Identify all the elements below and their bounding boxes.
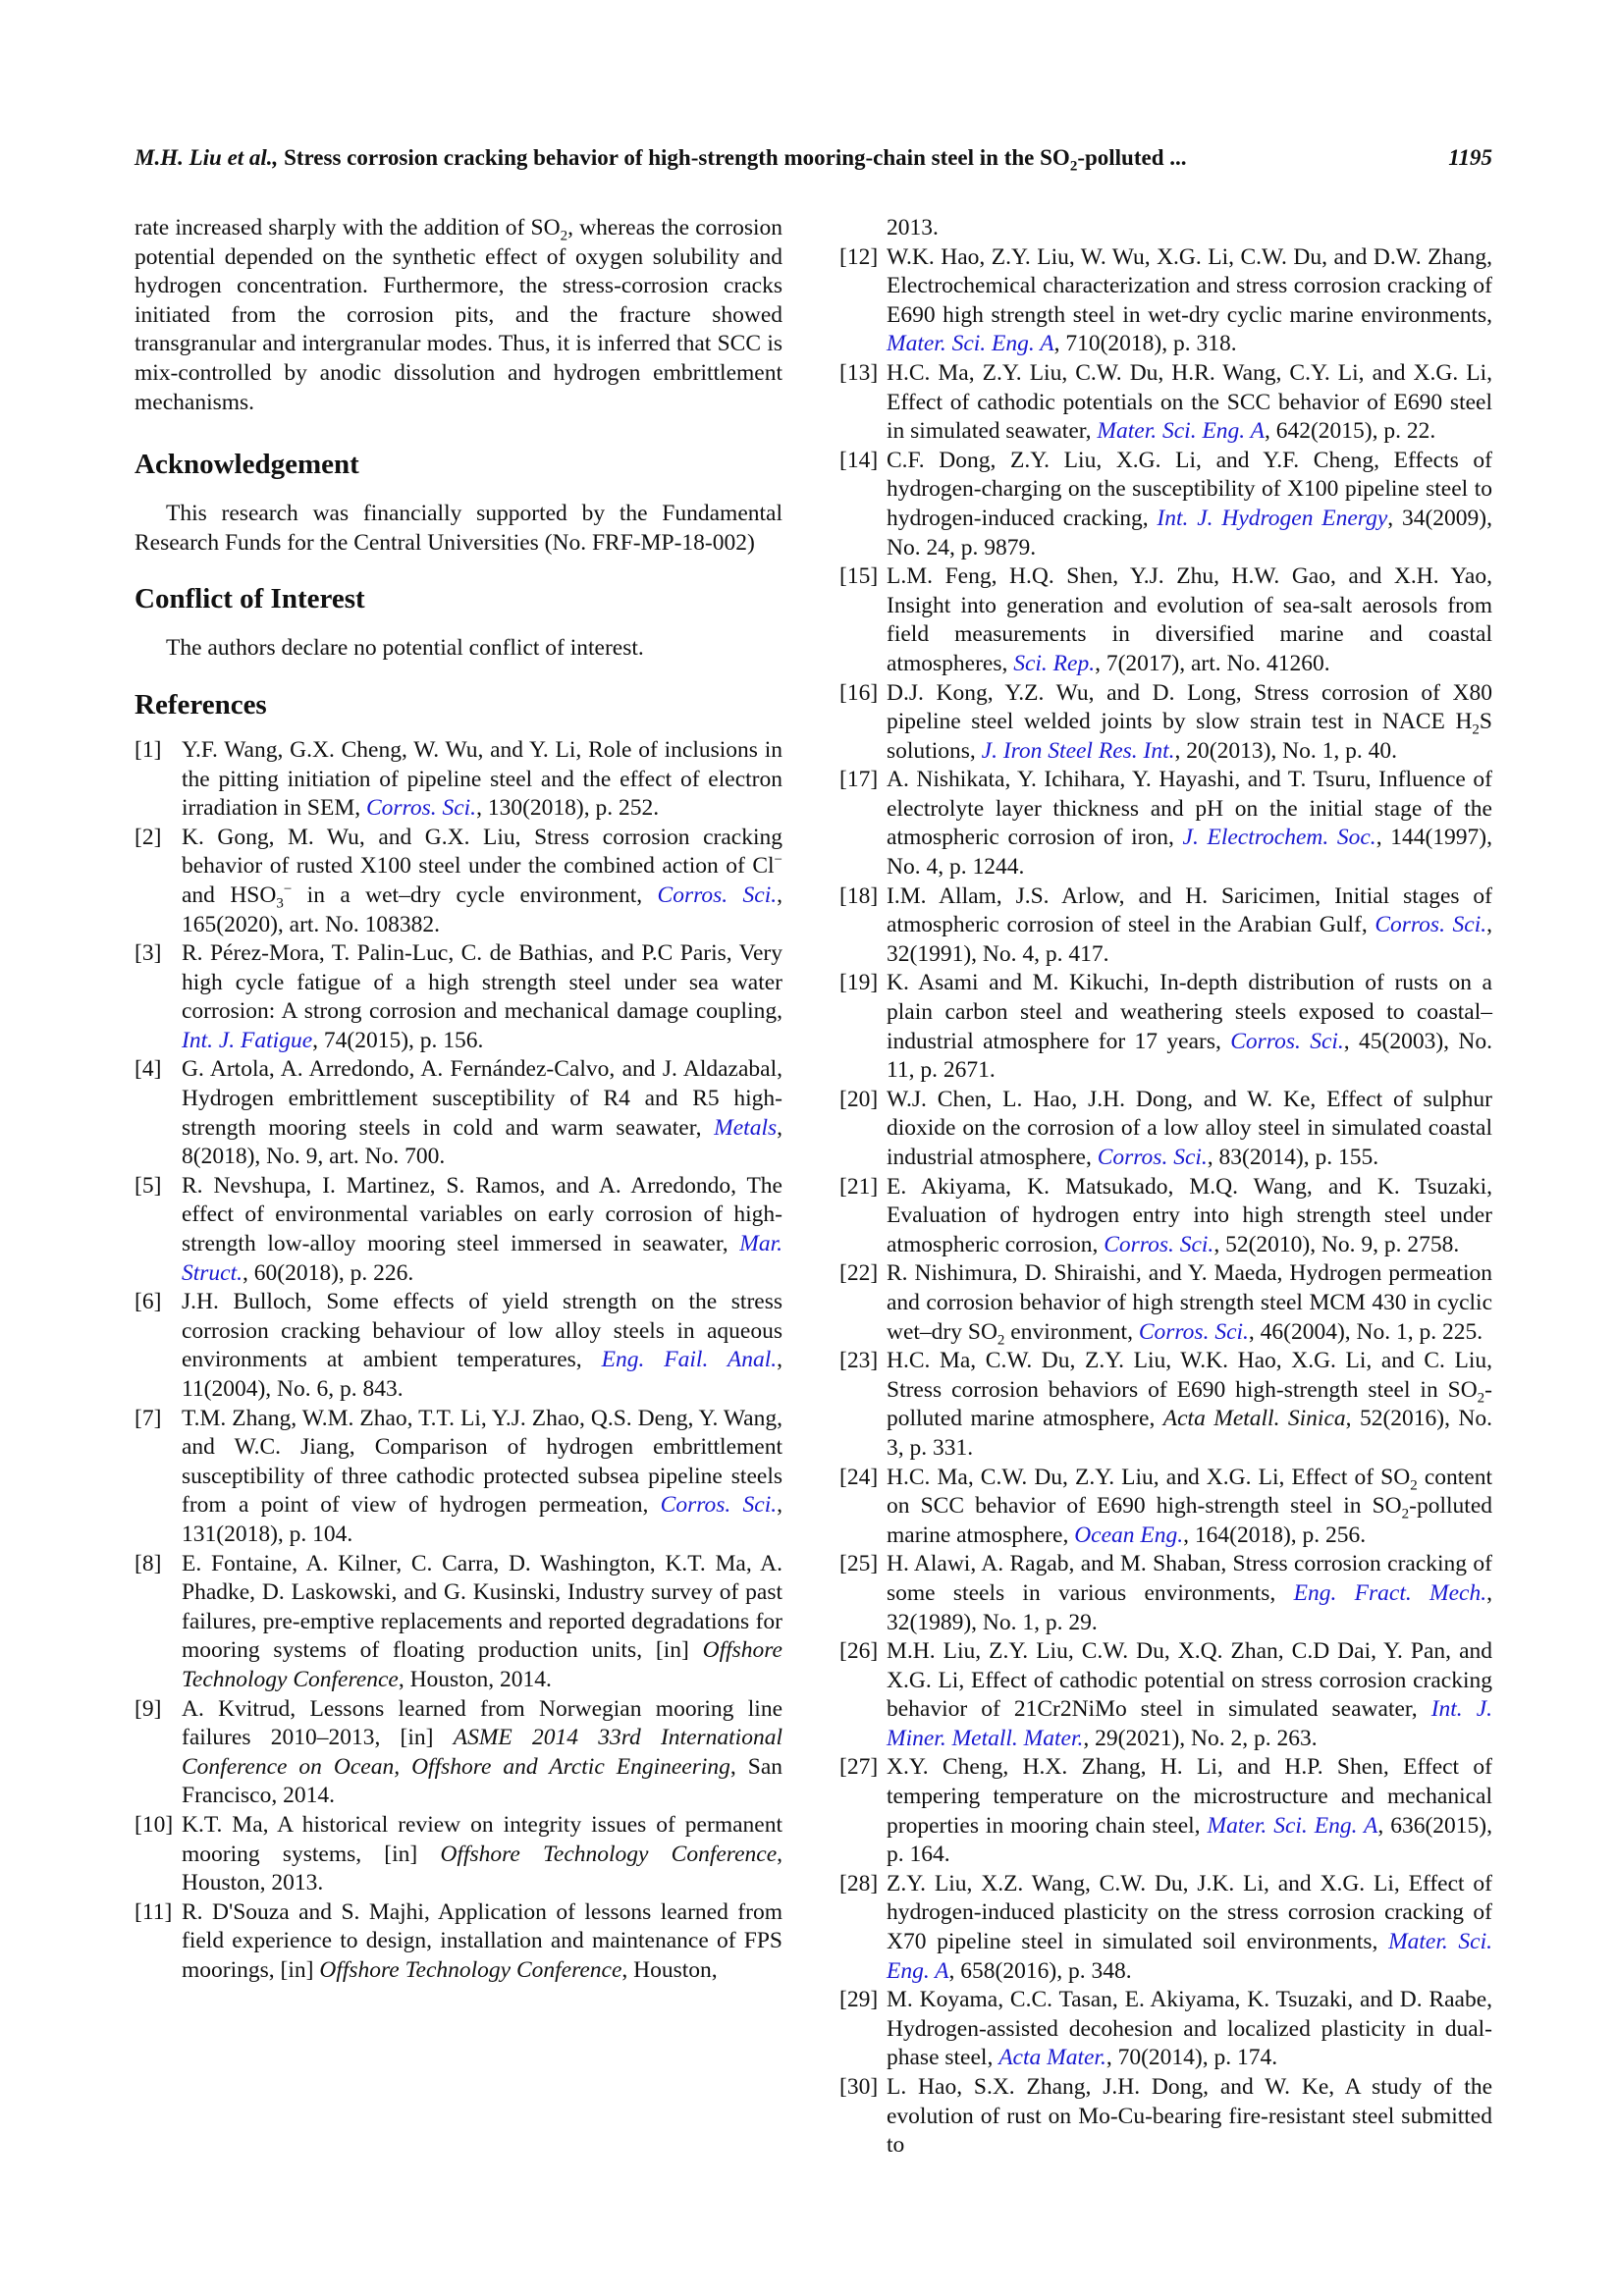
text-segment: content on SCC behavior of E690 high-strength steel in SO: [887, 1464, 1492, 1520]
text-segment: , 83(2014), p. 155.: [1207, 1145, 1379, 1170]
reference-item: [135, 824, 782, 939]
reference-item: [839, 1870, 1492, 1986]
reference-item: [839, 1753, 1492, 1869]
text-segment: 2: [1477, 1390, 1485, 1407]
reference-number: [23]: [839, 1348, 879, 1374]
text-segment: -polluted ...: [1077, 145, 1187, 170]
reference-number: [4]: [135, 1056, 162, 1083]
text-segment: , 70(2014), p. 174.: [1105, 2045, 1278, 2071]
reference-number: [11]: [135, 1898, 173, 1925]
reference-text: [182, 939, 782, 1055]
text-segment: , Houston,: [621, 1956, 718, 1983]
reference-number: [7]: [135, 1405, 162, 1431]
text-segment: S solutions,: [887, 709, 1492, 764]
reference-text: [887, 1753, 1492, 1869]
reference-text: [887, 1870, 1492, 1986]
text-segment: D.J. Kong, Y.Z. Wu, and D. Long, Stress corrosion of X80 pipeline steel welded joints by slow strain test in NACE H: [887, 679, 1492, 735]
journal-link[interactable]: J. Iron Steel Res. Int.: [981, 737, 1175, 764]
reference-text: [887, 1986, 1492, 2073]
text-segment: , 8(2018), No. 9, art. No. 700.: [182, 1114, 782, 1170]
journal-link[interactable]: Ocean Eng.: [1074, 1522, 1184, 1548]
reference-number: [30]: [839, 2074, 879, 2100]
reference-text: [182, 1898, 782, 1986]
journal-link[interactable]: Mater. Sci. Eng. A: [1097, 418, 1265, 445]
text-segment: , 60(2018), p. 226.: [243, 1259, 414, 1286]
reference-text: [182, 1055, 782, 1171]
text-segment: , 658(2016), p. 348.: [948, 1957, 1132, 1984]
reference-item: [839, 1550, 1492, 1637]
text-segment: environment,: [1004, 1318, 1139, 1345]
reference-number: [1]: [135, 736, 162, 763]
text-segment: G. Artola, A. Arredondo, A. Fernández-Calvo, and J. Aldazabal, Hydrogen embrittlement susceptibility of R4 and R5 high-strength mooring steels in cold and warm seawater,: [182, 1056, 782, 1141]
text-segment: J.H. Bulloch, Some effects of yield strength on the stress corrosion cracking behaviour of low alloy steels in aqueous environments at ambient temperatures,: [182, 1289, 782, 1373]
reference-item: [839, 1259, 1492, 1347]
reference-item: [135, 1172, 782, 1288]
reference-number: [2]: [135, 824, 162, 850]
reference-number: [14]: [839, 447, 879, 473]
reference-item: [135, 1695, 782, 1811]
reference-text: [887, 969, 1492, 1085]
journal-link[interactable]: Int. J. Hydrogen Energy: [1157, 505, 1388, 531]
text-segment: , Houston, 2013.: [182, 1841, 782, 1896]
italic-text: Acta Metall. Sinica: [1162, 1406, 1346, 1432]
reference-item: [135, 939, 782, 1055]
acknowledgement-heading: Acknowledgement: [135, 449, 359, 481]
journal-link[interactable]: Corros. Sci.: [365, 795, 477, 822]
reference-item: [839, 766, 1492, 881]
text-segment: , 636(2015), p. 164.: [887, 1812, 1492, 1868]
reference-item: [839, 447, 1492, 562]
text-segment: , 164(2018), p. 256.: [1183, 1522, 1367, 1548]
reference-text: [887, 882, 1492, 970]
journal-link[interactable]: Int. J. Miner. Metall. Mater.: [887, 1696, 1492, 1751]
reference-text: [182, 1405, 782, 1550]
reference-item: [135, 736, 782, 824]
journal-link[interactable]: Int. J. Fatigue: [182, 1027, 313, 1053]
text-segment: , 144(1997), No. 4, p. 1244.: [887, 825, 1492, 881]
reference-number: [16]: [839, 679, 879, 706]
reference-11-continuation: 2013.: [887, 215, 939, 240]
text-segment: 2: [1410, 1477, 1418, 1494]
italic-text: Offshore Technology Conference: [440, 1841, 778, 1867]
reference-text: [182, 1172, 782, 1288]
reference-item: [135, 1288, 782, 1404]
text-segment: −: [774, 852, 782, 869]
text-segment: X.Y. Cheng, H.X. Zhang, H. Li, and H.P. Shen, Effect of tempering temperature on the microstructure and mechanical properties in mooring chain steel,: [887, 1754, 1492, 1839]
reference-number: [5]: [135, 1172, 162, 1199]
reference-text: [887, 359, 1492, 447]
reference-number: [21]: [839, 1173, 879, 1200]
reference-number: [17]: [839, 767, 879, 793]
reference-text: [887, 1550, 1492, 1637]
text-segment: K. Gong, M. Wu, and G.X. Liu, Stress corrosion cracking behavior of rusted X100 steel under the combined action of Cl: [182, 824, 782, 880]
conclusion-paragraph: [135, 214, 782, 417]
reference-number: [8]: [135, 1550, 162, 1576]
text-segment: R. Nevshupa, I. Martinez, S. Ramos, and A. Arredondo, The effect of environmental variables on early corrosion of high-strength low-alloy mooring steel immersed in seawater,: [182, 1172, 782, 1257]
text-segment: A. Nishikata, Y. Ichihara, Y. Hayashi, and T. Tsuru, Influence of electrolyte layer thickness and pH on the initial stage of the atmospheric corrosion of iron,: [887, 767, 1492, 851]
reference-number: [25]: [839, 1551, 879, 1577]
reference-number: [18]: [839, 882, 879, 909]
text-segment: , 165(2020), art. No. 108382.: [182, 881, 782, 937]
conflict-heading: Conflict of Interest: [135, 583, 365, 615]
header-title: [278, 145, 1187, 175]
text-segment: H.C. Ma, Z.Y. Liu, C.W. Du, H.R. Wang, C.Y. Li, and X.G. Li, Effect of cathodic potentials on the SCC behavior of E690 steel in simulated seawater,: [887, 359, 1492, 445]
text-segment: L.M. Feng, H.Q. Shen, Y.J. Zhu, H.W. Gao, and X.H. Yao, Insight into generation and evolution of sea-salt aerosols from field measurements in diversified marine and coastal atmospheres,: [887, 563, 1492, 676]
reference-text: [887, 2073, 1492, 2161]
text-segment: , 11(2004), No. 6, p. 843.: [182, 1347, 782, 1402]
text-segment: W.K. Hao, Z.Y. Liu, W. Wu, X.G. Li, C.W. Du, and D.W. Zhang, Electrochemical characterization and stress corrosion cracking of E690 high strength steel in wet-dry cyclic marine environments,: [887, 243, 1492, 328]
journal-link[interactable]: Mater. Sci. Eng. A: [887, 1929, 1492, 1984]
text-segment: 2: [1472, 721, 1480, 738]
left-column: [135, 214, 782, 1985]
reference-number: [26]: [839, 1638, 879, 1665]
reference-text: [887, 1347, 1492, 1463]
reference-text: [182, 1695, 782, 1811]
journal-link[interactable]: Metals: [714, 1114, 778, 1141]
reference-item: [839, 1464, 1492, 1551]
reference-text: [887, 1259, 1492, 1347]
reference-number: [22]: [839, 1260, 879, 1287]
text-segment: W.J. Chen, L. Hao, J.H. Dong, and W. Ke, Effect of sulphur dioxide on the corrosion of a low alloy steel in simulated coastal industrial atmosphere,: [887, 1086, 1492, 1170]
acknowledgement-text: This research was financially supported by the Fundamental Research Funds for the Central Universities (No. FRF-MP-18-002): [135, 501, 782, 556]
reference-item: [839, 1637, 1492, 1753]
text-segment: , 710(2018), p. 318.: [1053, 331, 1237, 357]
text-segment: , 642(2015), p. 22.: [1264, 418, 1436, 445]
reference-item: [839, 1347, 1492, 1463]
journal-link[interactable]: Corros. Sci.: [657, 881, 778, 908]
text-segment: , 52(2010), No. 9, p. 2758.: [1213, 1231, 1460, 1257]
reference-text: [887, 562, 1492, 678]
text-segment: , 74(2015), p. 156.: [312, 1027, 484, 1053]
journal-link[interactable]: Corros. Sci.: [1138, 1318, 1249, 1345]
italic-text: Offshore Technology Conference: [182, 1637, 782, 1692]
journal-link[interactable]: Sci. Rep.: [1013, 650, 1096, 676]
reference-item: [135, 1550, 782, 1695]
text-segment: in a wet–dry cycle environment,: [292, 881, 658, 908]
text-segment: , 52(2016), No. 3, p. 331.: [887, 1406, 1492, 1461]
journal-link[interactable]: Mater. Sci. Eng. A: [1207, 1812, 1378, 1839]
reference-text: [887, 679, 1492, 767]
text-segment: , 34(2009), No. 24, p. 9879.: [887, 505, 1492, 561]
reference-list-left: [135, 736, 782, 1986]
text-segment: C.F. Dong, Z.Y. Liu, X.G. Li, and Y.F. Cheng, Effects of hydrogen-charging on the susceptibility of X100 pipeline steel to hydrogen-induced cracking,: [887, 447, 1492, 531]
journal-link[interactable]: Eng. Fract. Mech.: [1293, 1579, 1487, 1606]
reference-number: [15]: [839, 563, 879, 590]
reference-number: [10]: [135, 1811, 174, 1838]
right-column: [839, 214, 1492, 2161]
text-segment: and HSO: [182, 881, 277, 908]
reference-text: [887, 447, 1492, 562]
journal-link[interactable]: Acta Mater.: [998, 2045, 1106, 2071]
reference-item: [839, 1986, 1492, 2073]
text-segment: -polluted marine atmosphere,: [887, 1493, 1492, 1548]
reference-item: [839, 969, 1492, 1085]
reference-item: [839, 679, 1492, 767]
references-heading: References: [135, 688, 267, 721]
text-segment: , 29(2021), No. 2, p. 263.: [1083, 1725, 1318, 1751]
text-segment: , 131(2018), p. 104.: [182, 1492, 782, 1547]
journal-link[interactable]: Corros. Sci.: [1097, 1145, 1208, 1170]
reference-text: [182, 824, 782, 939]
journal-link[interactable]: Corros. Sci.: [1374, 912, 1487, 938]
text-segment: , 32(1991), No. 4, p. 417.: [887, 912, 1492, 967]
text-segment: I.M. Allam, J.S. Arlow, and H. Saricimen, Initial stages of atmospheric corrosion of steel in the Arabian Gulf,: [887, 882, 1492, 938]
text-segment: A. Kvitrud, Lessons learned from Norwegian mooring line failures 2010–2013, [in]: [182, 1695, 782, 1751]
reference-item: [839, 562, 1492, 678]
text-segment: , 32(1989), No. 1, p. 29.: [887, 1579, 1492, 1635]
reference-item: [135, 1405, 782, 1550]
reference-item: [839, 2073, 1492, 2161]
italic-text: ASME 2014 33rd International Conference on Ocean, Offshore and Arctic Engineering: [182, 1725, 782, 1780]
text-segment: Stress corrosion cracking behavior of high-strength mooring-chain steel in the SO: [278, 145, 1070, 170]
reference-number: [9]: [135, 1695, 162, 1722]
reference-number: [27]: [839, 1754, 879, 1781]
text-segment: , 46(2004), No. 1, p. 225.: [1248, 1318, 1483, 1345]
text-segment: 2: [1069, 158, 1078, 175]
text-segment: M. Koyama, C.C. Tasan, E. Akiyama, K. Tsuzaki, and D. Raabe, Hydrogen-assisted decohesion and localized plasticity in dual-phase steel,: [887, 1987, 1492, 2071]
reference-item: [839, 243, 1492, 359]
text-segment: , whereas the corrosion potential depended on the synthetic effect of oxygen solubility and hydrogen concentration. Furthermore, the stress-corrosion cracks initiated from the corrosion pits, and the fracture showed transgranular and intergranular modes. Thus, it is inferred that SCC is mix-controlled by anodic dissolution and hydrogen embrittlement mechanisms.: [135, 215, 782, 415]
running-header: [135, 145, 1492, 175]
text-segment: , 20(2013), No. 1, p. 40.: [1174, 737, 1397, 764]
reference-item: [839, 882, 1492, 970]
reference-text: [887, 243, 1492, 359]
journal-link[interactable]: Eng. Fail. Anal.: [601, 1347, 778, 1373]
text-segment: , San Francisco, 2014.: [182, 1753, 783, 1809]
journal-link[interactable]: Mater. Sci. Eng. A: [887, 331, 1054, 357]
reference-text: [887, 1464, 1492, 1551]
reference-number: [29]: [839, 1987, 879, 2013]
reference-list-right: [839, 243, 1492, 2161]
text-segment: H.C. Ma, C.W. Du, Z.Y. Liu, and X.G. Li, Effect of SO: [887, 1464, 1411, 1490]
text-segment: Z.Y. Liu, X.Z. Wang, C.W. Du, J.K. Li, and X.G. Li, Effect of hydrogen-induced plasticity on the stress corrosion cracking of X70 pipeline steel in simulated soil environments,: [887, 1870, 1492, 1955]
reference-item: [839, 1086, 1492, 1173]
reference-item: [135, 1811, 782, 1898]
journal-link[interactable]: Corros. Sci.: [660, 1492, 778, 1519]
reference-text: [887, 766, 1492, 881]
reference-number: [24]: [839, 1464, 879, 1490]
reference-number: [3]: [135, 940, 162, 967]
text-segment: E. Akiyama, K. Matsukado, M.Q. Wang, and K. Tsuzaki, Evaluation of hydrogen entry into high strength steel under atmospheric corrosion,: [887, 1173, 1492, 1257]
text-segment: H. Alawi, A. Ragab, and M. Shaban, Stress corrosion cracking of some steels in various environments,: [887, 1551, 1492, 1606]
text-segment: R. D'Souza and S. Majhi, Application of lessons learned from field experience to design, installation and maintenance of FPS moorings, [in]: [182, 1898, 782, 1983]
reference-text: [887, 1086, 1492, 1173]
journal-link[interactable]: Mar. Struct.: [182, 1231, 782, 1286]
text-segment: , Houston, 2014.: [398, 1666, 552, 1692]
reference-text: [182, 1550, 782, 1695]
text-segment: 2: [1401, 1506, 1410, 1522]
text-segment: , 130(2018), p. 252.: [476, 795, 660, 822]
text-segment: -polluted marine atmosphere,: [887, 1376, 1492, 1432]
reference-number: [19]: [839, 970, 879, 996]
text-segment: H.C. Ma, C.W. Du, Z.Y. Liu, W.K. Hao, X.G. Li, and C. Liu, Stress corrosion behaviors of E690 high-strength steel in SO: [887, 1348, 1492, 1403]
text-segment: E. Fontaine, A. Kilner, C. Carra, D. Washington, K.T. Ma, A. Phadke, D. Laskowski, and G. Kusinski, Industry survey of past failures, pre-emptive replacements and reported degradations for mooring systems of floating production units, [in]: [182, 1550, 782, 1664]
reference-text: [887, 1173, 1492, 1260]
text-segment: L. Hao, S.X. Zhang, J.H. Dong, and W. Ke, A study of the evolution of rust on Mo-Cu-bearing fire-resistant steel submitted to: [887, 2074, 1492, 2159]
text-segment: R. Pérez-Mora, T. Palin-Luc, C. de Bathias, and P.C Paris, Very high cycle fatigue of a high strength steel under sea water corrosion: A strong corrosion and mechanical damage coupling,: [182, 940, 782, 1025]
page-number: 1195: [1448, 145, 1492, 170]
text-segment: K. Asami and M. Kikuchi, In-depth distribution of rusts on a plain carbon steel and weathering steels exposed to coastal–industrial atmosphere for 17 years,: [887, 970, 1492, 1054]
text-segment: R. Nishimura, D. Shiraishi, and Y. Maeda, Hydrogen permeation and corrosion behavior of high strength steel MCM 430 in cyclic wet–dry SO: [887, 1260, 1492, 1345]
reference-text: [182, 1288, 782, 1404]
text-segment: rate increased sharply with the addition of SO: [135, 215, 561, 240]
reference-number: [12]: [839, 243, 879, 270]
text-segment: , 7(2017), art. No. 41260.: [1095, 650, 1330, 676]
journal-link[interactable]: Corros. Sci.: [1230, 1028, 1344, 1054]
text-segment: Y.F. Wang, G.X. Cheng, W. Wu, and Y. Li, Role of inclusions in the pitting initiation of pipeline steel and the effect of electron irradiation in SEM,: [182, 736, 782, 822]
text-segment: K.T. Ma, A historical review on integrity issues of permanent mooring systems, [in]: [182, 1811, 782, 1867]
reference-text: [887, 1637, 1492, 1753]
reference-number: [6]: [135, 1289, 162, 1315]
reference-text: [182, 736, 782, 824]
journal-link[interactable]: J. Electrochem. Soc.: [1182, 825, 1376, 851]
text-segment: , 45(2003), No. 11, p. 2671.: [887, 1028, 1493, 1084]
reference-number: [28]: [839, 1870, 879, 1896]
text-segment: −: [283, 881, 293, 898]
text-segment: 3: [276, 895, 284, 912]
text-segment: 2: [560, 228, 568, 244]
reference-item: [135, 1898, 782, 1986]
text-segment: T.M. Zhang, W.M. Zhao, T.T. Li, Y.J. Zhao, Q.S. Deng, Y. Wang, and W.C. Jiang, Comparison of hydrogen embrittlement susceptibility of three cathodic protected subsea pipeline steels from a point of view of hydrogen permeation,: [182, 1405, 782, 1519]
italic-text: Offshore Technology Conference: [319, 1956, 622, 1983]
journal-link[interactable]: Corros. Sci.: [1104, 1231, 1214, 1257]
reference-number: [20]: [839, 1086, 879, 1112]
text-segment: M.H. Liu, Z.Y. Liu, C.W. Du, X.Q. Zhan, C.D Dai, Y. Pan, and X.G. Li, Effect of cathodic potential on stress corrosion cracking behavior of 21Cr2NiMo steel in simulated seawater,: [887, 1638, 1492, 1723]
reference-number: [13]: [839, 359, 879, 386]
reference-item: [839, 1173, 1492, 1260]
reference-item: [839, 359, 1492, 447]
conflict-text: The authors declare no potential conflict of interest.: [166, 635, 644, 662]
header-authors: M.H. Liu et al.,: [135, 145, 279, 170]
text-segment: 2: [997, 1332, 1005, 1349]
reference-item: [135, 1055, 782, 1171]
reference-text: [182, 1811, 782, 1898]
